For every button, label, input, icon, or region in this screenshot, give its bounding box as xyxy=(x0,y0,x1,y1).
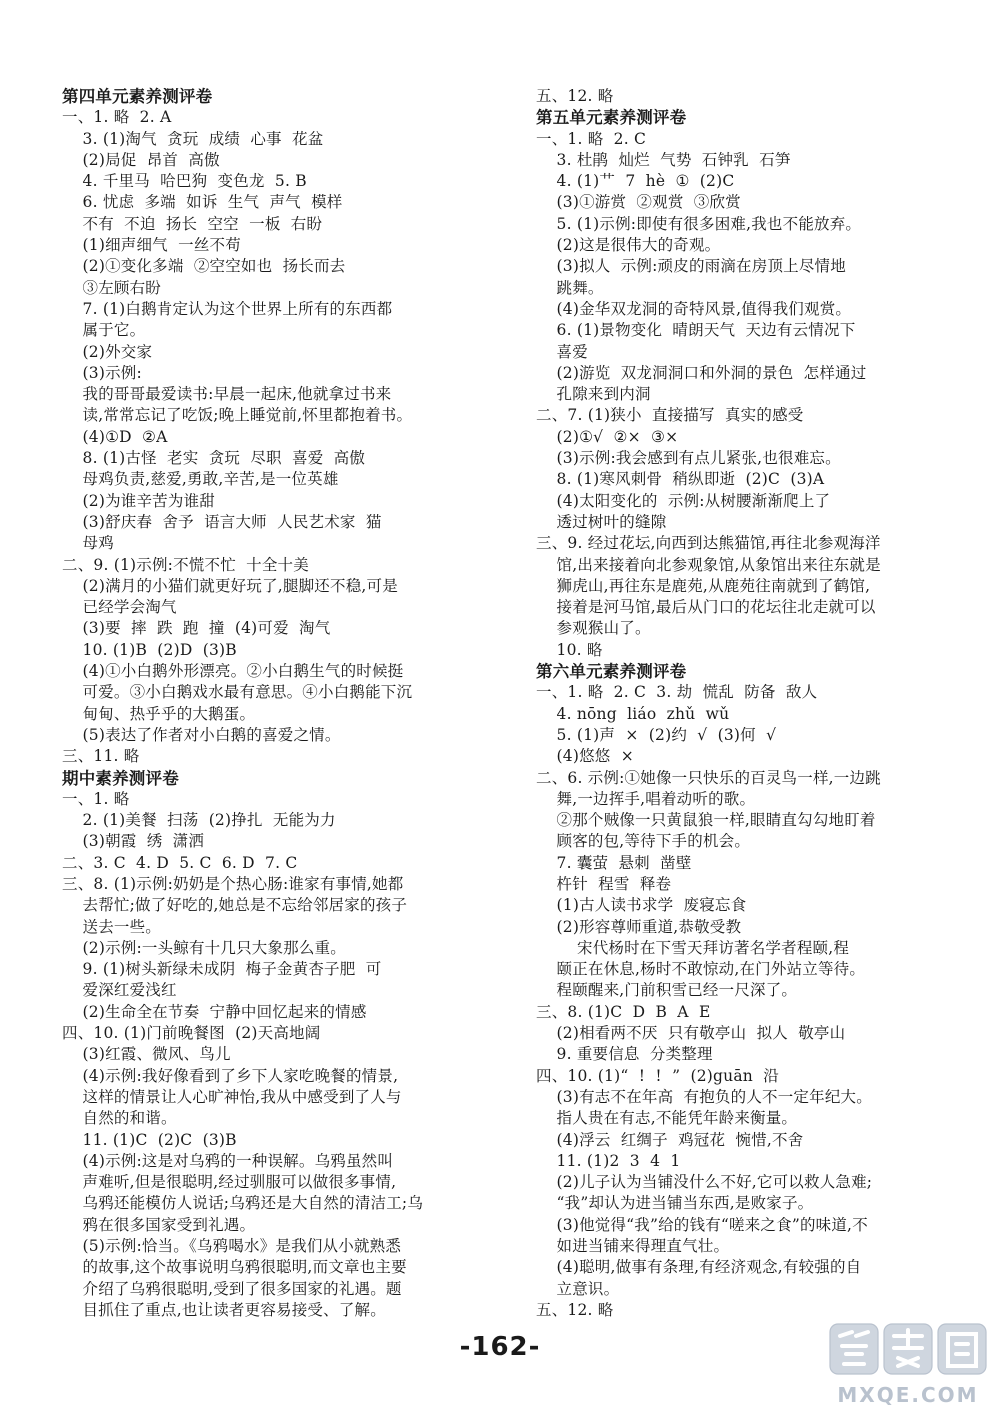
answer-line: 4. nōng liáo zhǔ wǔ xyxy=(536,704,730,723)
answer-line: 6. (1)景物变化 晴朗天气 天边有云情况下 xyxy=(536,321,856,340)
answer-line: (4)①D ②A xyxy=(62,427,168,446)
answer-line: 属于它。 xyxy=(62,321,146,340)
answer-line: (2)形容尊师重道,恭敬受教 xyxy=(536,917,742,936)
answer-line: 五、12. 略 xyxy=(536,87,614,105)
answer-line: (3)舒庆春 舍予 语言大师 人民艺术家 猫 xyxy=(62,512,382,531)
answer-line: 自然的和谐。 xyxy=(62,1109,177,1128)
watermark-logo xyxy=(826,1318,990,1410)
answer-line: (2)生命全在节奏 宁静中回忆起来的情感 xyxy=(62,1002,367,1021)
answer-line: 读,常常忘记了吃饭;晚上睡觉前,怀里都抱着书。 xyxy=(62,406,413,425)
answer-line: (2)满月的小猫们就更好玩了,腿脚还不稳,可是 xyxy=(62,576,398,595)
answer-line: 接着是河马馆,最后从门口的花坛往北走就可以 xyxy=(536,598,876,617)
section-heading: 期中素养测评卷 xyxy=(62,768,179,788)
answer-line: 母鸡负责,慈爱,勇敢,辛苦,是一位英雄 xyxy=(62,470,339,489)
answer-line: (2)为谁辛苦为谁甜 xyxy=(62,491,215,510)
answer-line: (2)局促 昂首 高傲 xyxy=(62,150,220,169)
answer-line: (4)①小白鹅外形漂亮。②小白鹅生气的时候挺 xyxy=(62,662,404,681)
answer-line: 乌鸦还能模仿人说话;乌鸦还是大自然的清洁工;乌 xyxy=(62,1194,424,1213)
answer-line: 喜爱 xyxy=(536,342,588,361)
answer-line: (2)游览 双龙洞洞口和外洞的景色 怎样通过 xyxy=(536,363,867,382)
answer-line: 4. 千里马 哈巴狗 变色龙 5. B xyxy=(62,172,307,191)
answer-line: 二、3. C 4. D 5. C 6. D 7. C xyxy=(62,853,298,872)
answer-line: 11. (1)C (2)C (3)B xyxy=(62,1130,237,1149)
answer-line: 7. 囊萤 悬刺 凿壁 xyxy=(536,853,692,872)
answer-line: 指人贵在有志,不能凭年龄来衡量。 xyxy=(536,1109,798,1128)
answer-line: (2)外交家 xyxy=(62,342,153,361)
answer-line: 5. (1)示例:即使有很多困难,我也不能放弃。 xyxy=(536,214,862,233)
answer-column-left xyxy=(62,86,462,1321)
answer-line: 我的哥哥最爱读书:早晨一起床,他就拿过书来 xyxy=(62,385,392,404)
answer-line: 声难听,但是很聪明,经过驯服可以做很多事情, xyxy=(62,1173,397,1192)
answer-line: 鸦在很多国家受到礼遇。 xyxy=(62,1215,256,1234)
answer-line: (1)细声细气 一丝不苟 xyxy=(62,236,241,255)
answer-line: 这样的情景让人心旷神怡,我从中感受到了人与 xyxy=(62,1087,402,1106)
answer-line: 程颐醒来,门前积雪已经一尺深了。 xyxy=(536,981,798,1000)
answer-line: 可爱。③小白鹅戏水最有意思。④小白鹅能下沉 xyxy=(62,683,413,702)
answer-line: 目抓住了重点,也让读者更容易接受、了解。 xyxy=(62,1300,386,1319)
answer-line: 送去一些。 xyxy=(62,917,162,936)
answer-line: 一、1. 略 2. C 3. 劫 慌乱 防备 敌人 xyxy=(536,683,818,702)
answer-line: 四、10. (1)“ ! ! ” (2)guān 沿 xyxy=(536,1066,779,1085)
answer-line: 8. (1)古怪 老实 贪玩 尽职 喜爱 高傲 xyxy=(62,449,366,468)
answer-line: (3)朝霞 绣 潇洒 xyxy=(62,832,205,851)
answer-line: (2)这是很伟大的奇观。 xyxy=(536,236,721,255)
answer-line: “我”却认为进当铺当东西,是败家子。 xyxy=(536,1194,814,1213)
answer-line: ③左顾右盼 xyxy=(62,278,162,297)
page-number: -162- xyxy=(459,1332,541,1362)
answer-line: (3)拟人 示例:顽皮的雨滴在房顶上尽情地 xyxy=(536,257,846,276)
answer-line: 三、8. (1)C D B A E xyxy=(536,1002,711,1021)
answer-line: 颐正在休息,杨时不敢惊动,在门外站立等待。 xyxy=(536,960,866,979)
answer-line: 介绍了乌鸦很聪明,受到了很多国家的礼遇。题 xyxy=(62,1279,402,1298)
answer-line: (5)表达了作者对小白鹅的喜爱之情。 xyxy=(62,725,341,744)
answer-line: 狮虎山,再往东是鹿苑,从鹿苑往南就到了鹤馆, xyxy=(536,576,871,595)
answer-line: 一、1. 略 2. C xyxy=(536,129,647,148)
answer-line: 爱深红爱浅红 xyxy=(62,981,177,1000)
answer-line: (3)有志不在年高 有抱负的人不一定年纪大。 xyxy=(536,1087,872,1106)
answer-line: (3)示例: xyxy=(62,363,142,382)
answer-line: (1)古人读书求学 废寝忘食 xyxy=(536,896,747,915)
answer-line: (4)示例:我好像看到了乡下人家吃晚餐的情景, xyxy=(62,1066,399,1085)
answer-line: 五、12. 略 xyxy=(536,1300,614,1319)
answer-line: 9. 重要信息 分类整理 xyxy=(536,1045,713,1064)
answer-line: (2)儿子认为当铺没什么不好,它可以救人急难; xyxy=(536,1173,873,1192)
answer-line: 参观猴山了。 xyxy=(536,619,651,638)
answer-line: (3)示例:我会感到有点儿紧张,也很难忘。 xyxy=(536,449,841,468)
answer-line: 舞,一边挥手,唱着动听的歌。 xyxy=(536,789,756,808)
answer-line: (3)他觉得“我”给的钱有“嗟来之食”的味道,不 xyxy=(536,1215,868,1234)
answer-line: (3)红霞、微风、鸟儿 xyxy=(62,1045,231,1064)
answer-column-right xyxy=(536,86,936,1321)
answer-line: 4. (1)艹 7 hè ① (2)C xyxy=(536,172,735,191)
answer-line: 已经学会淘气 xyxy=(62,598,177,617)
answer-line: 5. (1)声 × (2)约 √ (3)何 √ xyxy=(536,725,777,744)
answer-line: 二、7. (1)狭小 直接描写 真实的感受 xyxy=(536,406,804,425)
answer-line: 杵针 程雪 释卷 xyxy=(536,874,672,893)
section-heading: 第六单元素养测评卷 xyxy=(536,662,687,682)
answer-line: (4)悠悠 × xyxy=(536,747,634,766)
answer-line: 跳舞。 xyxy=(536,278,604,297)
watermark-url: MXQE.COM xyxy=(837,1383,979,1407)
answer-line: 6. 忧虑 多端 如诉 生气 声气 模样 xyxy=(62,193,343,212)
answer-line: 3. 杜鹃 灿烂 气势 石钟乳 石笋 xyxy=(536,150,791,169)
answer-line: 馆,出来接着向北参观象馆,从象馆出来往东就是 xyxy=(536,555,881,574)
answer-line: 2. (1)美餐 扫荡 (2)挣扎 无能为力 xyxy=(62,811,336,830)
answer-line: 三、9. 经过花坛,向西到达熊猫馆,再往北参观海洋 xyxy=(536,534,881,553)
answer-line: 甸甸、热乎乎的大鹅蛋。 xyxy=(62,704,256,723)
answer-line: 8. (1)寒风刺骨 稍纵即逝 (2)C (3)A xyxy=(536,470,825,489)
answer-line: 的故事,这个故事说明乌鸦很聪明,而文章也主要 xyxy=(62,1258,407,1277)
answer-line: 立意识。 xyxy=(536,1279,620,1298)
answer-line: 三、8. (1)示例:奶奶是个热心肠:谁家有事情,她都 xyxy=(62,874,404,893)
answer-line: (4)浮云 红绸子 鸡冠花 惋惜,不舍 xyxy=(536,1130,804,1149)
answer-line: (2)①√ ②× ③× xyxy=(536,427,679,446)
answer-line: 3. (1)淘气 贪玩 成绩 心事 花盆 xyxy=(62,129,324,148)
answer-line: 一、1. 略 2. A xyxy=(62,108,172,127)
section-heading: 第四单元素养测评卷 xyxy=(62,87,213,106)
answer-line: 一、1. 略 xyxy=(62,789,130,808)
answer-line: (4)聪明,做事有条理,有经济观念,有较强的自 xyxy=(536,1258,862,1277)
answer-line: 四、10. (1)门前晚餐图 (2)天高地阔 xyxy=(62,1024,321,1043)
answer-line: 三、11. 略 xyxy=(62,747,140,766)
answer-line: (3)①游赏 ②观赏 ③欣赏 xyxy=(536,193,741,212)
answer-line: (2)①变化多端 ②空空如也 扬长而去 xyxy=(62,257,346,276)
answer-line: 二、9. (1)示例:不慌不忙 十全十美 xyxy=(62,555,309,574)
answer-line: 透过树叶的缝隙 xyxy=(536,512,667,531)
section-heading: 第五单元素养测评卷 xyxy=(536,108,687,128)
answer-line: 母鸡 xyxy=(62,534,114,553)
answer-line: 如进当铺来得理直气壮。 xyxy=(536,1237,730,1256)
answer-line: ②那个贼像一只黄鼠狼一样,眼睛直勾勾地盯着 xyxy=(536,811,876,830)
answer-line: 顾客的包,等待下手的机会。 xyxy=(536,832,751,851)
answer-line: (4)示例:这是对乌鸦的一种误解。乌鸦虽然叫 xyxy=(62,1151,394,1170)
answer-line: 二、6. 示例:①她像一只快乐的百灵鸟一样,一边跳 xyxy=(536,768,881,787)
answer-line: 11. (1)2 3 4 1 xyxy=(536,1151,681,1170)
answer-line: 宋代杨时在下雪天拜访著名学者程颐,程 xyxy=(536,938,850,957)
answer-line: (2)相看两不厌 只有敬亭山 拟人 敬亭山 xyxy=(536,1024,846,1043)
answer-line: 孔隙来到内洞 xyxy=(536,385,651,404)
answer-line: (4)太阳变化的 示例:从树腰渐渐爬上了 xyxy=(536,491,831,510)
answer-line: 9. (1)树头新绿未成阴 梅子金黄杏子肥 可 xyxy=(62,960,382,979)
answer-line: 不有 不迫 扬长 空空 一板 右盼 xyxy=(62,214,323,233)
answer-line: 10. (1)B (2)D (3)B xyxy=(62,640,237,659)
answer-line: 10. 略 xyxy=(536,640,603,659)
answer-line: (2)示例:一头鲸有十几只大象那么重。 xyxy=(62,938,346,957)
answer-line: 7. (1)白鹅肯定认为这个世界上所有的东西都 xyxy=(62,299,393,318)
answer-line: (5)示例:恰当。《乌鸦喝水》是我们从小就熟悉 xyxy=(62,1237,402,1256)
answer-line: 去帮忙;做了好吃的,她总是不忘给邻居家的孩子 xyxy=(62,896,408,915)
answer-line: (4)金华双龙洞的奇特风景,值得我们观赏。 xyxy=(536,299,852,318)
answer-line: (3)要 摔 跌 跑 撞 (4)可爱 淘气 xyxy=(62,619,331,638)
